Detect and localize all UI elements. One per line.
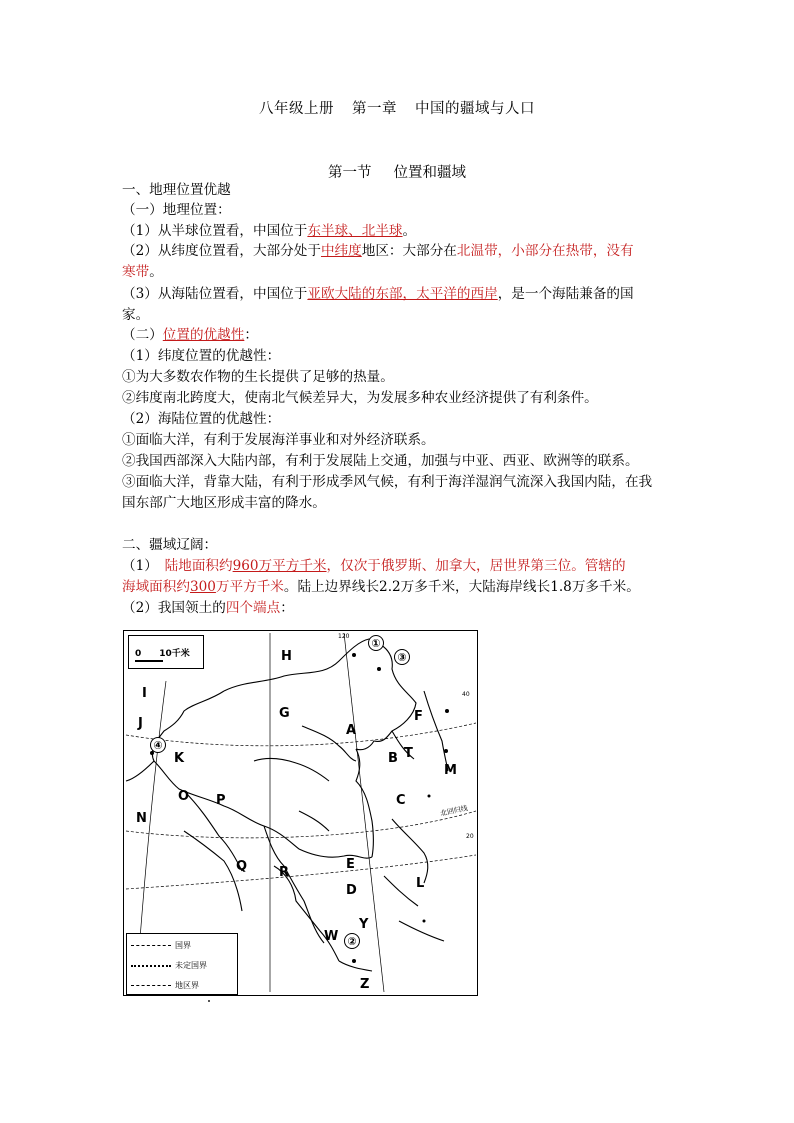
part1-p2b: ②我国西部深入大陆内部，有利于发展陆上交通，加强与中亚、西亚、欧洲等的联系。 — [122, 453, 639, 469]
section-name: 位置和疆域 — [393, 165, 466, 181]
endpoint-marker-3: ③ — [394, 649, 410, 665]
map-letter-t: T — [404, 746, 413, 761]
document-header — [0, 97, 794, 118]
map-legend — [126, 933, 238, 995]
chapter-title: 中国的疆域与人口 — [415, 101, 535, 117]
endpoint-marker-1: ① — [368, 635, 384, 651]
map-letter-e: E — [346, 857, 355, 872]
part2-line2: （2）我国领土的四个端点： — [122, 600, 294, 616]
legend-region-border: 地区界 — [131, 980, 199, 991]
part1-line2: （2）从纬度位置看，大部分处于中纬度地区：大部分在北温带，小部分在热带，没有 — [122, 243, 634, 259]
map-letter-z: Z — [360, 977, 370, 992]
endpoint-marker-2: ② — [344, 933, 360, 949]
tick-20: 20 — [466, 833, 474, 840]
map-scale: 0 10千米 — [128, 635, 204, 669]
map-letter-i: I — [142, 686, 147, 701]
map-letter-f: F — [414, 709, 423, 724]
part2-line1b: 海域面积约300万平方千米。陆上边界线长2.2万多千米，大陆海岸线长1.8万多千米。 — [122, 579, 640, 595]
map-letter-w: W — [324, 929, 339, 944]
tick-40: 40 — [462, 691, 470, 698]
part1-line1: （1）从半球位置看，中国位于东半球、北半球。 — [122, 223, 417, 239]
endpoint-marker-4: ④ — [150, 737, 166, 753]
map-letter-h: H — [281, 649, 292, 664]
part1-p2c: ③面临大洋，背靠大陆，有利于形成季风气候，有利于海洋湿润气流深入我国内陆，在我 — [122, 474, 653, 490]
chapter-label: 第一章 — [352, 101, 397, 117]
map-letter-l: L — [416, 876, 425, 891]
part1-line3b: 家。 — [122, 307, 150, 323]
part1-sub2: （二）位置的优越性： — [122, 327, 258, 343]
tropic-label: 北回归线 — [439, 804, 469, 818]
part1-sub1: （一）地理位置： — [122, 202, 231, 218]
map-letter-q: Q — [236, 859, 248, 874]
part1-heading: 一、地理位置优越 — [122, 182, 231, 198]
map-letter-y: Y — [359, 917, 369, 932]
map-letter-o: O — [178, 789, 190, 804]
stray-dot — [208, 1000, 210, 1002]
map-letter-m: M — [444, 763, 457, 778]
map-letter-p: P — [216, 793, 226, 808]
map-letter-n: N — [136, 811, 147, 826]
highlight-hemisphere: 东半球、北半球 — [307, 223, 403, 239]
part1-p1a: ①为大多数农作物的生长提供了足够的热量。 — [122, 369, 394, 385]
map-letter-g: G — [279, 706, 290, 721]
part1-p1: （1）纬度位置的优越性： — [122, 348, 281, 364]
map-letter-c: C — [396, 793, 406, 808]
section-number: 第一节 — [328, 165, 372, 181]
legend-undetermined-border: 未定国界 — [131, 960, 207, 971]
part1-p1b: ②纬度南北跨度大，使南北气候差异大，为发展多种农业经济提供了有利条件。 — [122, 390, 598, 406]
map-letter-j: J — [138, 716, 143, 731]
part2-line1: （1） 陆地面积约960万平方千米，仅次于俄罗斯、加拿大，居世界第三位。管辖的 — [122, 558, 626, 574]
legend-national-border: 国界 — [131, 940, 191, 951]
part1-p2c2: 国东部广大地区形成丰富的降水。 — [122, 495, 326, 511]
map-letter-b: B — [388, 751, 398, 766]
part1-p2a: ①面临大洋，有利于发展海洋事业和对外经济联系。 — [122, 432, 435, 448]
part2-heading: 二、疆域辽阔： — [122, 537, 218, 553]
part1-line3: （3）从海陆位置看，中国位于亚欧大陆的东部，太平洋的西岸，是一个海陆兼备的国 — [122, 286, 634, 302]
tick-120: 120 — [338, 633, 350, 640]
china-territory-map — [123, 630, 478, 996]
section-title — [0, 161, 794, 182]
map-letter-k: K — [174, 751, 185, 766]
grade-label: 八年级上册 — [259, 101, 334, 117]
part1-p2: （2）海陆位置的优越性： — [122, 411, 281, 427]
part1-line2b: 寒带。 — [122, 264, 163, 280]
map-letter-r: R — [279, 865, 290, 880]
map-letter-d: D — [346, 883, 357, 898]
map-letter-a: A — [346, 723, 357, 738]
